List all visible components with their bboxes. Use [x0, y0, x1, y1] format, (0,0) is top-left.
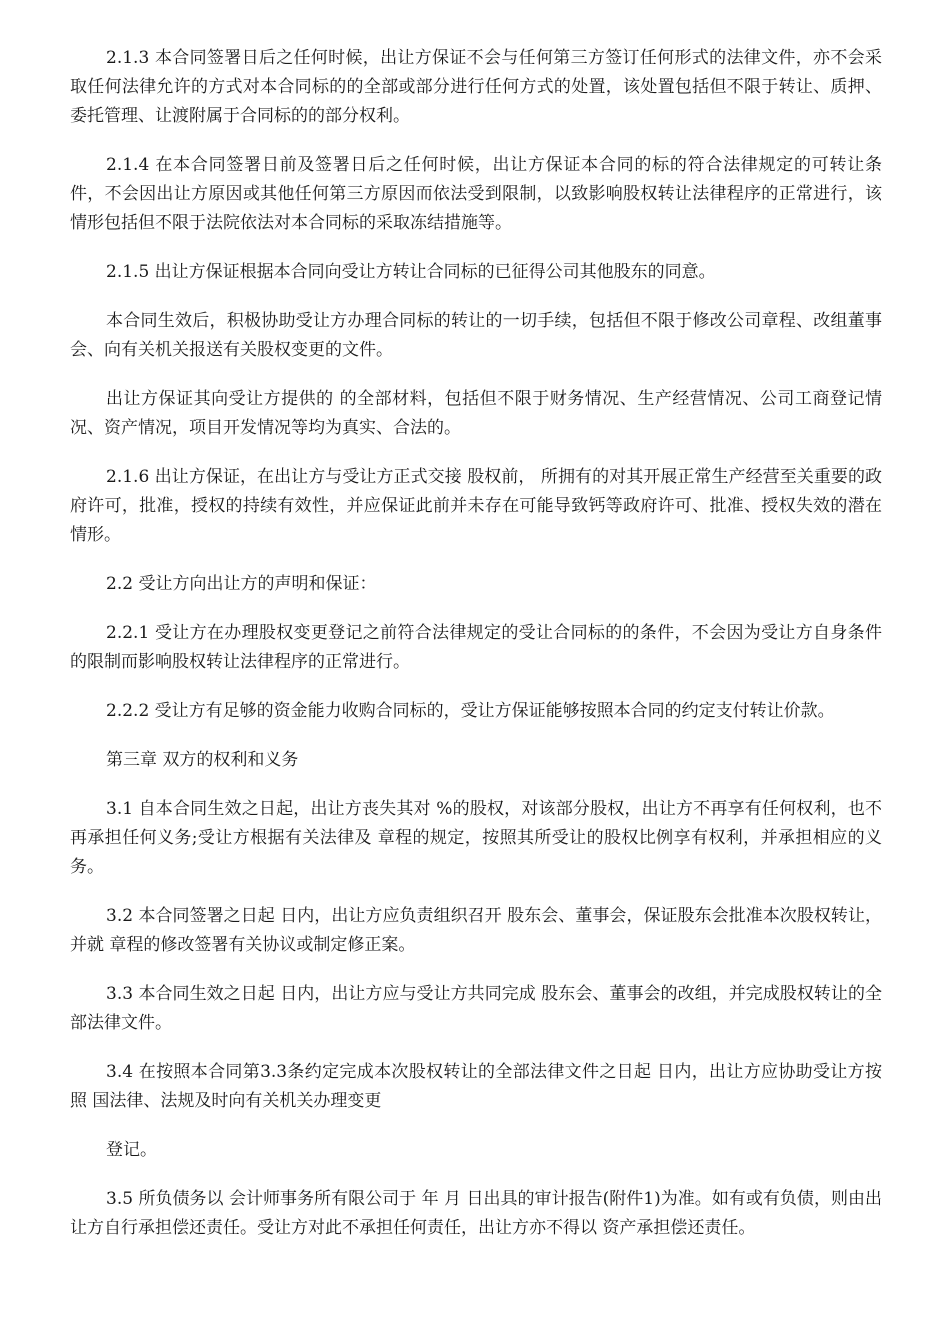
clause-2-2-2: 2.2.2 受让方有足够的资金能力收购合同标的，受让方保证能够按照本合同的约定支付转让价款。: [106, 701, 835, 721]
paragraph-materials-guarantee: 出让方保证其向受让方提供的 的全部材料，包括但不限于财务情况、生产经营情况、公司工商登记情况、资产情况，项目开发情况等均为真实、合法的。: [70, 389, 882, 438]
clause-2-1-5: 2.1.5 出让方保证根据本合同向受让方转让合同标的已征得公司其他股东的同意。: [106, 262, 716, 282]
clause-2-2-heading: 2.2 受让方向出让方的声明和保证：: [106, 574, 377, 594]
clause-3-4-continued: 登记。: [106, 1140, 157, 1160]
clause-3-1: 3.1 自本合同生效之日起，出让方丧失其对 %的股权，对该部分股权，出让方不再享有任何权利，也不再承担任何义务;受让方根据有关法律及 章程的规定，按照其所受让的股权比例享有权利，并承担相应的义务。: [70, 799, 882, 877]
chapter-3-heading: 第三章 双方的权利和义务: [106, 750, 299, 770]
clause-2-2-1: 2.2.1 受让方在办理股权变更登记之前符合法律规定的受让合同标的的条件，不会因为受让方自身条件的限制而影响股权转让法律程序的正常进行。: [70, 623, 882, 672]
clause-3-5: 3.5 所负债务以 会计师事务所有限公司于 年 月 日出具的审计报告(附件1)为准。如有或有负债，则由出让方自行承担偿还责任。受让方对此不承担任何责任，出让方亦不得以 资产承担偿还责任。: [70, 1189, 882, 1238]
clause-3-3: 3.3 本合同生效之日起 日内，出让方应与受让方共同完成 股东会、董事会的改组，并完成股权转让的全部法律文件。: [70, 984, 882, 1033]
clause-3-2: 3.2 本合同签署之日起 日内，出让方应负责组织召开 股东会、董事会，保证股东会批准本次股权转让，并就 章程的修改签署有关协议或制定修正案。: [70, 906, 882, 955]
document-body: [70, 44, 882, 1243]
paragraph-assist-transfer: 本合同生效后，积极协助受让方办理合同标的转让的一切手续，包括但不限于修改公司章程、改组董事会、向有关机关报送有关股权变更的文件。: [70, 311, 882, 360]
clause-3-4: 3.4 在按照本合同第3.3条约定完成本次股权转让的全部法律文件之日起 日内，出让方应协助受让方按照 国法律、法规及时向有关机关办理变更: [70, 1062, 882, 1111]
clause-2-1-3: 2.1.3 本合同签署日后之任何时候，出让方保证不会与任何第三方签订任何形式的法律文件，亦不会采取任何法律允许的方式对本合同标的的全部或部分进行任何方式的处置，该处置包括但不限于转让、质押、委托管理、让渡附属于合同标的的部分权利。: [70, 48, 882, 126]
clause-2-1-6: 2.1.6 出让方保证，在出让方与受让方正式交接 股权前， 所拥有的对其开展正常生产经营至关重要的政府许可，批准，授权的持续有效性，并应保证此前并未存在可能导致钙等政府许可、批准、授权失效的潜在情形。: [70, 467, 882, 545]
clause-2-1-4: 2.1.4 在本合同签署日前及签署日后之任何时候，出让方保证本合同的标的符合法律规定的可转让条件，不会因出让方原因或其他任何第三方原因而依法受到限制，以致影响股权转让法律程序的正常进行，该情形包括但不限于法院依法对本合同标的采取冻结措施等。: [70, 155, 882, 233]
